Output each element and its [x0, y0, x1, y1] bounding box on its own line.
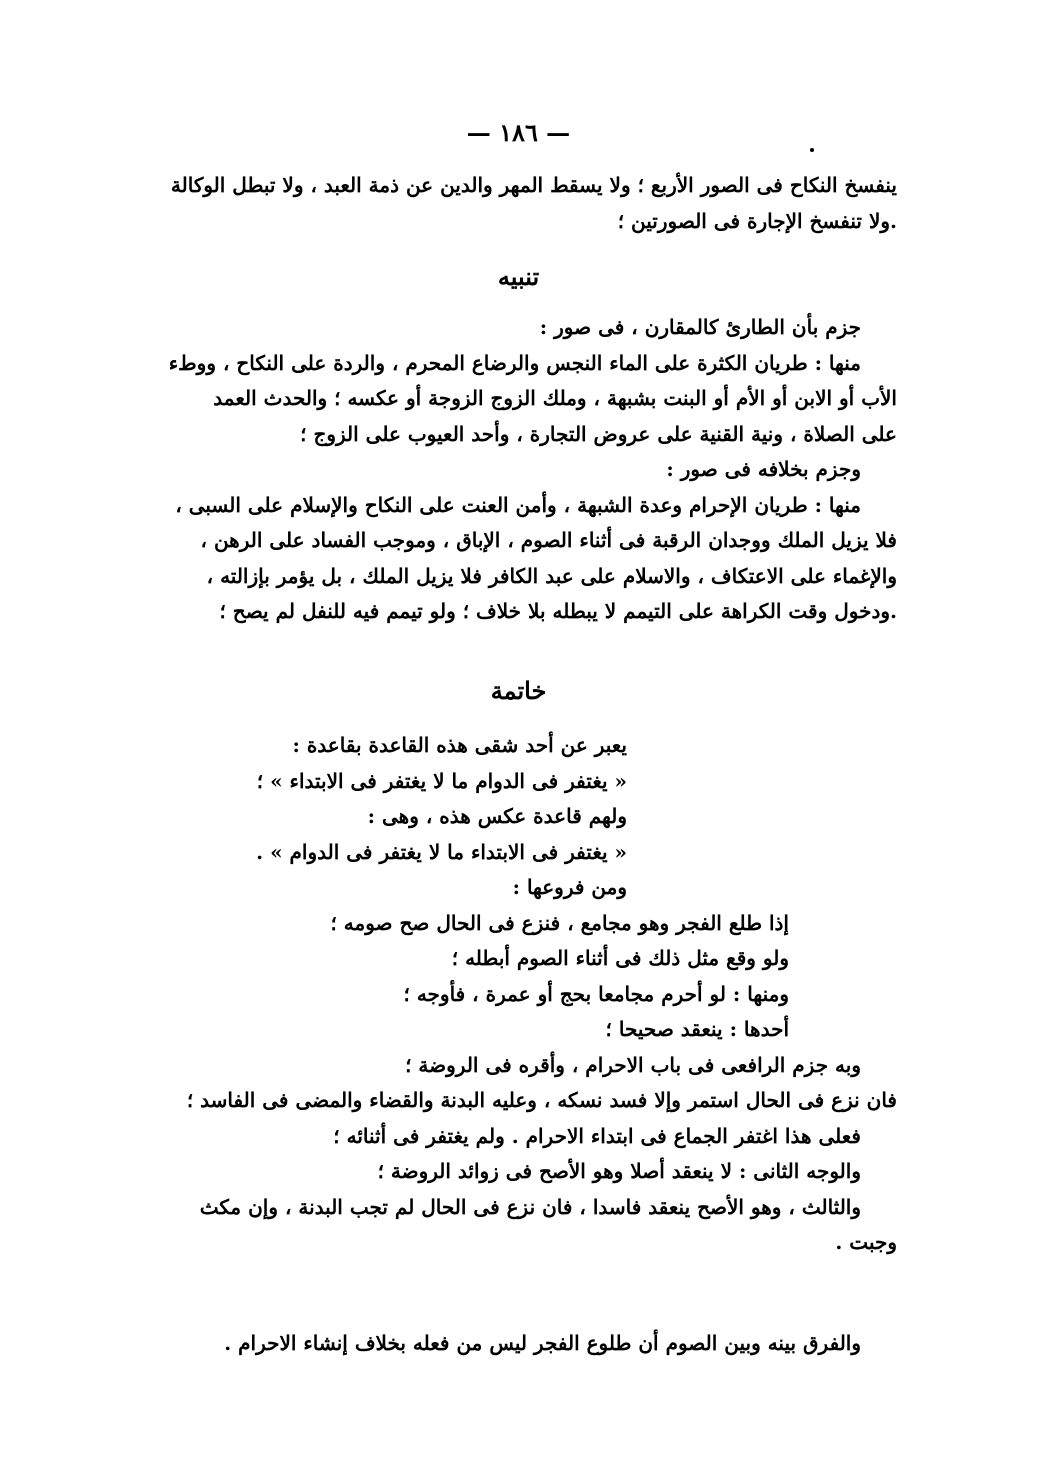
text-line: وجزم بخلافه فى صور : — [666, 457, 861, 481]
text-line: أحدها : ينعقد صحيحا ؛ — [605, 1017, 789, 1041]
text-line: « يغتفر فى الدوام ما لا يغتفر فى الابتداء » ؛ — [256, 768, 627, 793]
text-line: وجبت . — [835, 1230, 897, 1254]
text-line: إذا طلع الفجر وهو مجامع ، فنزع فى الحال صح صومه ؛ — [330, 910, 789, 935]
page-number: — ١٨٦ — — [466, 118, 571, 147]
text-line: ولهم قاعدة عكس هذه ، وهى : — [367, 804, 627, 828]
section-khatima-body — [157, 728, 897, 1261]
text-line: على الصلاة ، ونية القنية على عروض التجارة ، وأحد العيوب على الزوج ؛ — [300, 421, 897, 446]
text-line: والفرق بينه وبين الصوم أن طلوع الفجر ليس من فعله بخلاف إنشاء الاحرام . — [224, 1331, 861, 1355]
text-line: والإغماء على الاعتكاف ، والاسلام على عبد الكافر فلا يزيل الملك ، بل يؤمر بإزالته ، — [206, 563, 897, 588]
text-line: يعبر عن أحد شقى هذه القاعدة بقاعدة : — [292, 733, 627, 757]
intro-paragraph — [157, 168, 897, 239]
closing-paragraph — [157, 1326, 897, 1362]
text-line: والوجه الثانى : لا ينعقد أصلا وهو الأصح فى زوائد الروضة ؛ — [377, 1159, 861, 1183]
text-line: والثالث ، وهو الأصح ينعقد فاسدا ، فان نزع فى الحال لم تجب البدنة ، وإن مكث — [199, 1194, 861, 1219]
section-heading-tanbih: تنبيه — [497, 262, 540, 291]
text-line: ينفسخ النكاح فى الصور الأربع ؛ ولا يسقط المهر والدين عن ذمة العبد ، ولا تبطل الوكالة — [170, 173, 897, 197]
section-tanbih-body — [157, 310, 897, 630]
text-line: ولو وقع مثل ذلك فى أثناء الصوم أبطله ؛ — [451, 946, 789, 970]
text-line: الأب أو الابن أو الأم أو البنت بشبهة ، وملك الزوج الزوجة أو عكسه ؛ والحدث العمد — [213, 386, 897, 410]
text-line: فعلى هذا اغتفر الجماع فى ابتداء الاحرام . ولم يغتفر فى أثنائه ؛ — [333, 1123, 861, 1148]
text-line: .ودخول وقت الكراهة على التيمم لا يبطله بلا خلاف ؛ ولو تيمم فيه للنفل لم يصح ؛ — [219, 599, 897, 623]
text-line: « يغتفر فى الابتداء ما لا يغتفر فى الدوام » . — [256, 839, 627, 864]
stray-dot-mark — [810, 148, 814, 152]
text-line: فلا يزيل الملك ووجدان الرقبة فى أثناء الصوم ، الإباق ، وموجب الفساد على الرهن ، — [200, 528, 897, 552]
text-line: .ولا تنفسخ الإجارة فى الصورتين ؛ — [617, 208, 897, 233]
text-line: جزم بأن الطارئ كالمقارن ، فى صور : — [539, 315, 861, 339]
text-line: منها : طريان الكثرة على الماء النجس والرضاع المحرم ، والردة على النكاح ، ووطء — [168, 350, 861, 375]
text-line: ومن فروعها : — [512, 875, 627, 899]
text-line: وبه جزم الرافعى فى باب الاحرام ، وأقره فى الروضة ؛ — [405, 1052, 861, 1077]
text-line: فان نزع فى الحال استمر وإلا فسد نسكه ، وعليه البدنة والقضاء والمضى فى الفاسد ؛ — [186, 1088, 897, 1112]
section-heading-khatima: خاتمة — [490, 676, 547, 705]
text-line: ومنها : لو أحرم مجامعا بحج أو عمرة ، فأوجه ؛ — [403, 981, 789, 1006]
text-line: منها : طريان الإحرام وعدة الشبهة ، وأمن العنت على النكاح والإسلام على السبى ، — [175, 492, 861, 517]
